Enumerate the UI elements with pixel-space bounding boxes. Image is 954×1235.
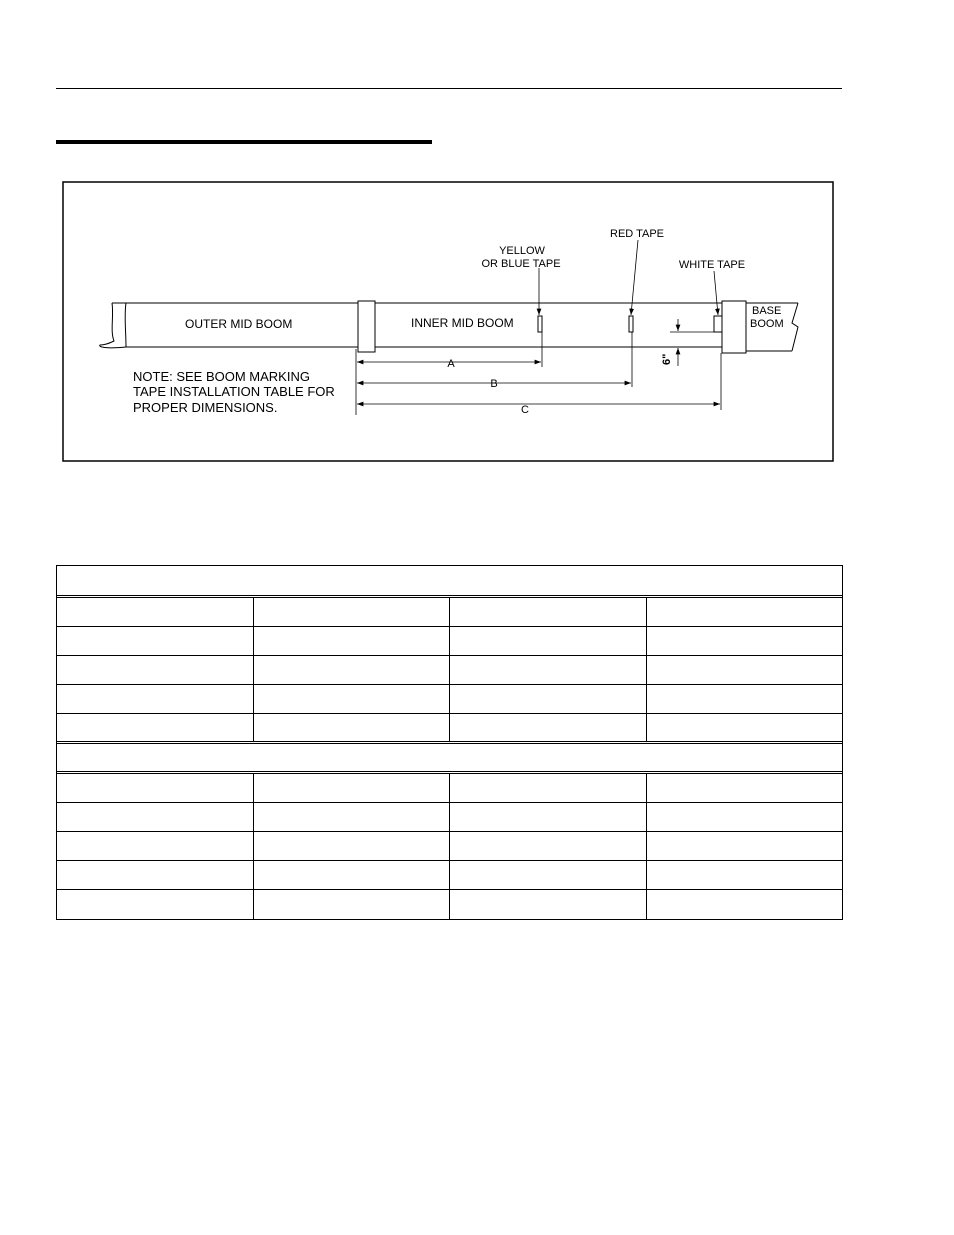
base-boom-label-line1: BASE	[752, 305, 782, 317]
table-cell	[647, 861, 843, 889]
table-cell	[57, 714, 254, 741]
yellow-tape-label-line2: OR BLUE TAPE	[481, 258, 561, 270]
note-line-2: TAPE INSTALLATION TABLE FOR	[133, 384, 335, 399]
table-cell	[57, 890, 254, 919]
top-rule	[56, 88, 842, 89]
table-cell	[254, 714, 451, 741]
outer-mid-boom-label: OUTER MID BOOM	[185, 317, 293, 331]
table-cell	[450, 685, 647, 713]
section-heading-bar	[56, 140, 432, 144]
table-cell	[450, 774, 647, 802]
table-row	[57, 598, 842, 627]
table-cell	[647, 714, 843, 741]
table-cell	[647, 774, 843, 802]
table-row	[57, 890, 842, 919]
dim-offset-label: 6"	[661, 353, 673, 365]
table-cell	[57, 803, 254, 831]
table-header-2	[57, 744, 842, 774]
table-cell	[57, 832, 254, 860]
table-cell	[254, 803, 451, 831]
outer-boom-collar	[358, 301, 375, 352]
table-cell	[57, 774, 254, 802]
table-cell	[647, 803, 843, 831]
red-tape-mark	[629, 316, 633, 332]
table-header-1	[57, 566, 842, 598]
table-cell	[647, 685, 843, 713]
table-cell	[57, 627, 254, 655]
table-cell	[450, 598, 647, 626]
table-cell	[254, 656, 451, 684]
table-cell	[450, 890, 647, 919]
table-cell	[647, 890, 843, 919]
table-row	[57, 774, 842, 803]
table-cell	[450, 714, 647, 741]
table-cell	[647, 598, 843, 626]
table-cell	[254, 832, 451, 860]
table-row	[57, 627, 842, 656]
inner-mid-boom-label: INNER MID BOOM	[411, 316, 514, 330]
table-cell	[254, 598, 451, 626]
dim-b-label: B	[490, 378, 498, 390]
dim-a-label: A	[447, 358, 455, 370]
table-cell	[57, 685, 254, 713]
table-cell	[57, 861, 254, 889]
table-cell	[450, 861, 647, 889]
table-row	[57, 685, 842, 714]
table-cell	[450, 832, 647, 860]
table-row	[57, 832, 842, 861]
boom-marking-tape-table	[56, 565, 843, 920]
table-cell	[57, 598, 254, 626]
table-cell	[450, 627, 647, 655]
table-cell	[254, 890, 451, 919]
table-cell	[254, 861, 451, 889]
white-tape-label: WHITE TAPE	[678, 259, 746, 271]
dim-c-label: C	[521, 404, 529, 416]
base-boom-collar	[722, 301, 746, 353]
yellow-tape-label-line1: YELLOW	[499, 245, 545, 257]
white-tape-mark	[714, 316, 722, 332]
boom-marking-figure	[62, 181, 834, 462]
table-cell	[57, 656, 254, 684]
table-cell	[450, 656, 647, 684]
table-cell	[254, 627, 451, 655]
table-cell	[647, 832, 843, 860]
table-cell	[254, 685, 451, 713]
white-tape-leader	[714, 271, 718, 315]
table-row	[57, 803, 842, 832]
note-line-3: PROPER DIMENSIONS.	[133, 400, 278, 415]
red-tape-label: RED TAPE	[610, 228, 664, 240]
table-cell	[450, 803, 647, 831]
table-row	[57, 861, 842, 890]
yellow-blue-tape-mark	[538, 316, 542, 332]
table-row	[57, 714, 842, 744]
base-boom-label-line2: BOOM	[750, 318, 784, 330]
red-tape-leader	[631, 240, 638, 315]
boom-diagram	[62, 181, 834, 462]
table-row	[57, 656, 842, 685]
note-line-1: NOTE: SEE BOOM MARKING	[133, 369, 310, 384]
table-cell	[254, 774, 451, 802]
table-cell	[647, 656, 843, 684]
table-cell	[647, 627, 843, 655]
